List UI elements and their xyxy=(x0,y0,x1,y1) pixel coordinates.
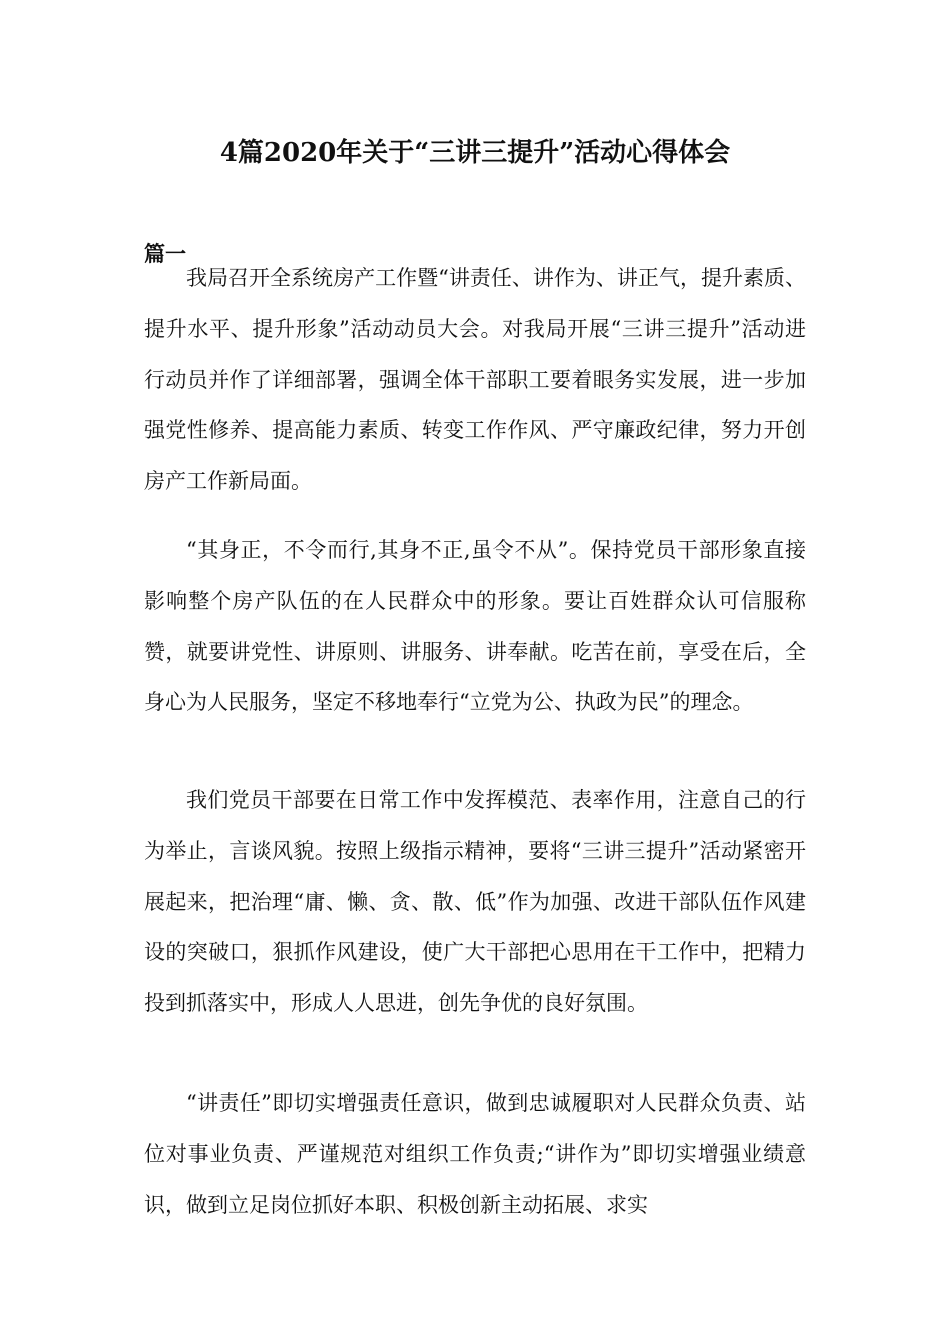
document-title: 4篇2020年关于“三讲三提升”活动心得体会 xyxy=(219,138,731,168)
section-heading: 篇一 xyxy=(144,241,186,266)
paragraph-1: 我局召开全系统房产工作暨“讲责任、讲作为、讲正气，提升素质、提升水平、提升形象”活动动员大会。对我局开展“三讲三提升”活动进行动员并作了详细部署，强调全体干部职工要着眼务实发展，进一步加强党性修养、提高能力素质、转变工作作风、严守廉政纪律，努力开创房产工作新局面。 xyxy=(144,266,806,494)
paragraph-3: 我们党员干部要在日常工作中发挥模范、表率作用，注意自己的行为举止，言谈风貌。按照上级指示精神，要将“三讲三提升”活动紧密开展起来，把治理“庸、懒、贪、散、低”作为加强、改进干部队伍作风建设的突破口，狠抓作风建设，使广大干部把心思用在干工作中，把精力投到抓落实中，形成人人思进，创先争优的良好氛围。 xyxy=(144,788,806,1016)
paragraph-4: “讲责任”即切实增强责任意识，做到忠诚履职对人民群众负责、站位对事业负责、严谨规范对组织工作负责;“讲作为”即切实增强业绩意识，做到立足岗位抓好本职、积极创新主动拓展、求实 xyxy=(144,1091,806,1217)
paragraph-2: “其身正，不令而行,其身不正,虽令不从”。保持党员干部形象直接影响整个房产队伍的在人民群众中的形象。要让百姓群众认可信服称赞，就要讲党性、讲原则、讲服务、讲奉献。吃苦在前，享受在后，全身心为人民服务，坚定不移地奉行“立党为公、执政为民”的理念。 xyxy=(144,538,806,715)
